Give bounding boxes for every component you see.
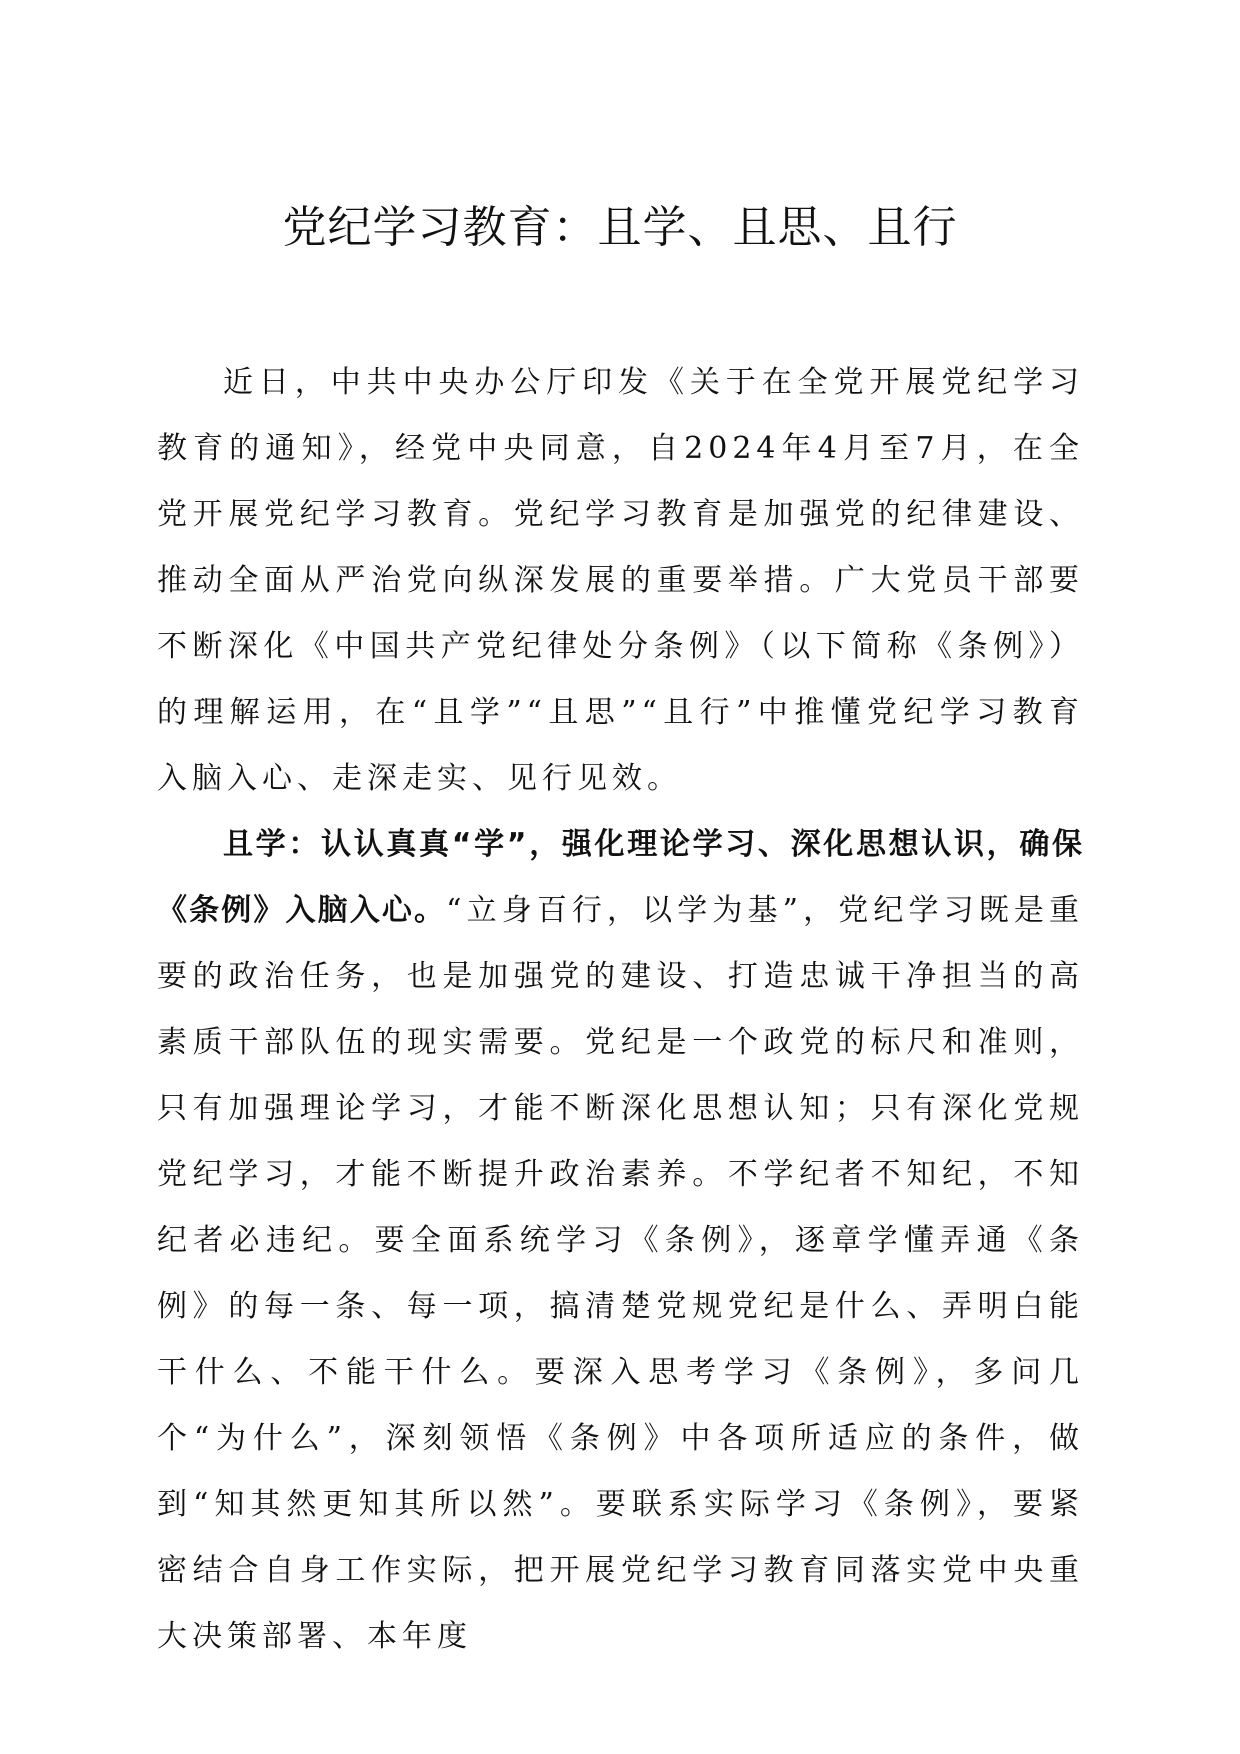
document-body [157, 350, 1084, 1670]
paragraph-study [157, 812, 1084, 1670]
paragraph-study-heading: 且学：认认真真“学”，强化理论学习、深化思想认识，确保《条例》入脑入心。 [157, 827, 1084, 928]
document-title: 党纪学习教育：且学、且思、且行 [282, 202, 958, 253]
paragraph-intro-text: 近日，中共中央办公厅印发《关于在全党开展党纪学习教育的通知》，经党中央同意，自2024年4月至7月，在全党开展党纪学习教育。党纪学习教育是加强党的纪律建设、推动全面从严治党向纵深发展的重要举措。广大党员干部要不断深化《中国共产党纪律处分条例》（以下简称《条例》）的理解运用，在“且学”“且思”“且行”中推懂党纪学习教育入脑入心、走深走实、见行见效。 [157, 365, 1084, 796]
paragraph-study-text: “立身百行，以学为基”，党纪学习既是重要的政治任务，也是加强党的建设、打造忠诚干净担当的高素质干部队伍的现实需要。党纪是一个政党的标尺和准则，只有加强理论学习，才能不断深化思想认知；只有深化党规党纪学习，才能不断提升政治素养。不学纪者不知纪，不知纪者必违纪。要全面系统学习《条例》，逐章学懂弄通《条例》的每一条、每一项，搞清楚党规党纪是什么、弄明白能干什么、不能干什么。要深入思考学习《条例》，多问几个“为什么”，深刻领悟《条例》中各项所适应的条件，做到“知其然更知其所以然”。要联系实际学习《条例》，要紧密结合自身工作实际，把开展党纪学习教育同落实党中央重大决策部署、本年度 [157, 893, 1084, 1654]
paragraph-intro [157, 350, 1084, 812]
